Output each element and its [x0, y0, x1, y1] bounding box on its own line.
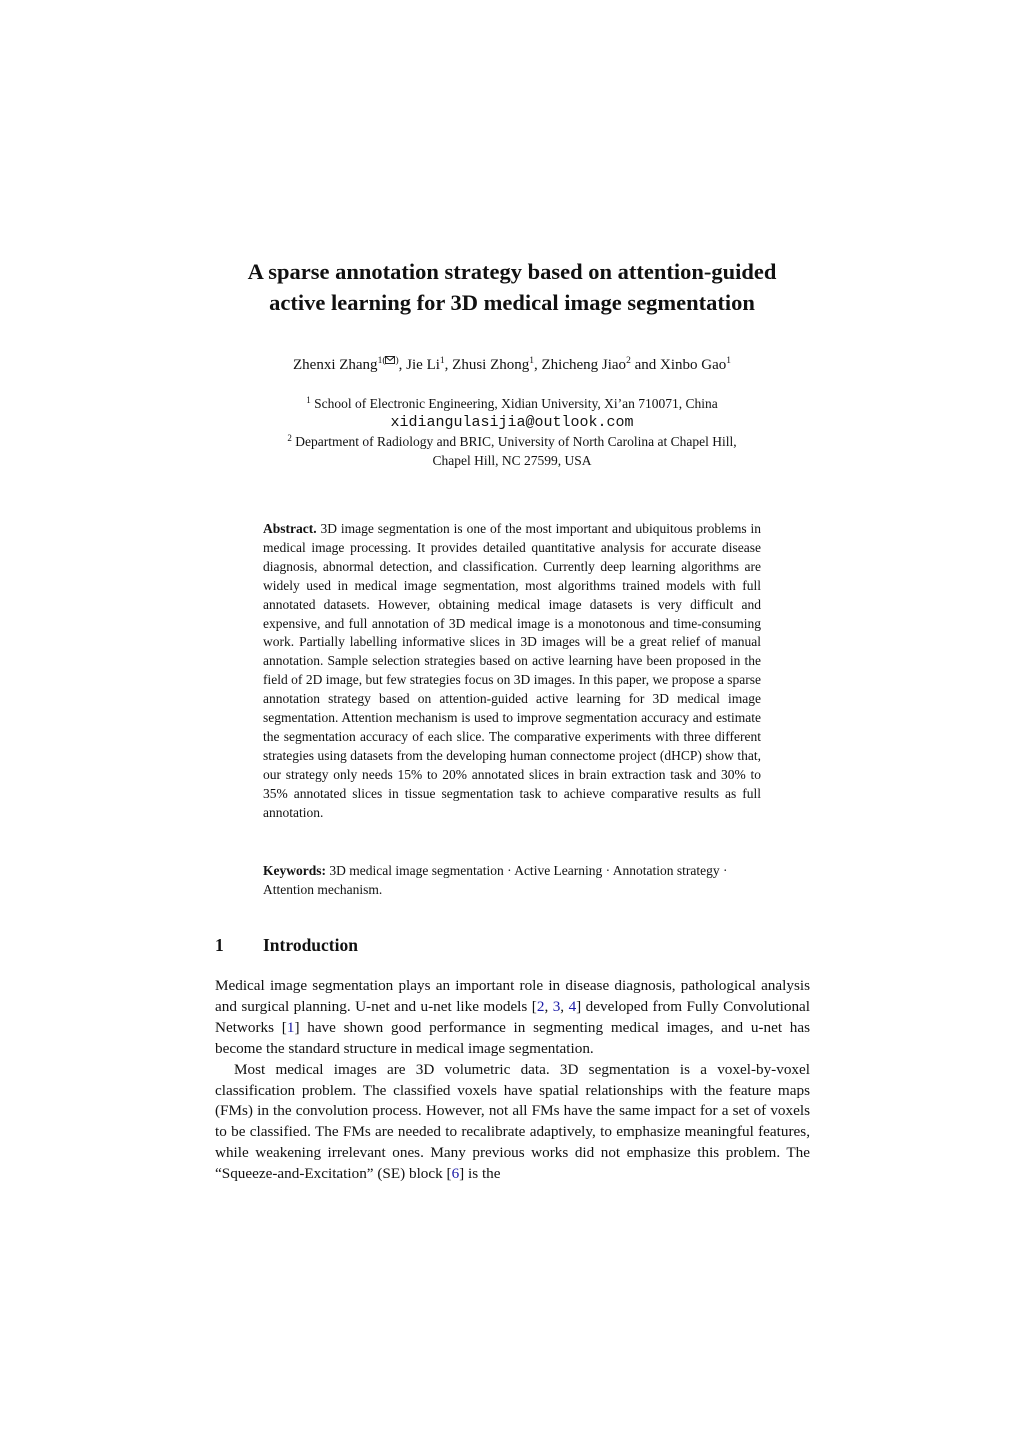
affiliation-2: $^2$ Department of Radiology and BRIC, University of North Carolina at Chapel Hill, [287, 433, 737, 449]
paragraph: Most medical images are 3D volumetric data. 3D segmentation is a voxel-by-voxel classification problem. The classified voxels have spatial relationships with the feature maps (FMs) in the convolution process. However, not all FMs have the same impact for a set of voxels to be classified. The FMs are needed to recalibrate adaptively, to emphasize meaningful features, while weakening irrelevant ones. Many previous works did not emphasize this problem. The “Squeeze-and-Excitation” (SE) block [6] is the [215, 1060, 810, 1183]
introduction-body [215, 976, 810, 1185]
abstract-text: 3D image segmentation is one of the most important and ubiquitous problems in medical image processing. It provides detailed quantitative analysis for accurate disease diagnosis, abnormal detection, and classification. Currently deep learning algorithms are widely used in medical image segmentation, most algorithms trained models with full annotated datasets. However, obtaining medical image datasets is very difficult and expensive, and full annotation of 3D medical image is a monotonous and time-consuming work. Partially labelling informative slices in 3D images will be a great relief of manual annotation. Sample selection strategies based on active learning have been proposed in the field of 2D image, but few strategies focus on 3D images. In this paper, we propose a sparse annotation strategy based on attention-guided active learning for 3D medical image segmentation. Attention mechanism is used to improve segmentation accuracy and estimate the segmentation accuracy of each slice. The comparative experiments with three different strategies using datasets from the developing human connectome project (dHCP) show that, our strategy only needs 15% to 20% annotated slices in brain extraction task and 30% to 35% annotated slices in tissue segmentation task to achieve comparative results as full annotation. [263, 521, 761, 820]
affiliation-1: $^1$ School of Electronic Engineering, Xidian University, Xi’an 710071, China [306, 395, 718, 411]
citation-link[interactable]: 6 [451, 1165, 460, 1183]
author-affiliation-mark: 1( ) [377, 356, 399, 366]
citation-link[interactable]: 4 [568, 997, 577, 1015]
author-affiliation-mark: 1 [726, 356, 731, 366]
author-affiliation-mark: 1 [439, 356, 445, 366]
section-title: Introduction [263, 935, 358, 955]
author-name: Jie Li [406, 357, 440, 373]
abstract-label: Abstract. [263, 521, 317, 536]
paragraph: Medical image segmentation plays an important role in disease diagnosis, pathological analysis and surgical planning. U-net and u-net like models [2, 3, 4] developed from Fully Convolutional Networks [1] have shown good performance in segmenting medical images, and u-net has become the standard structure in medical image segmentation. [215, 977, 811, 1057]
author-name: Xinbo Gao [659, 357, 727, 373]
keywords [263, 861, 761, 899]
affiliation-2-continued: Chapel Hill, NC 27599, USA [432, 453, 592, 468]
author-affiliation-mark: 2 [626, 356, 631, 366]
author-name: Zhenxi Zhang [293, 357, 378, 373]
section-heading-introduction [215, 933, 815, 957]
author-name: Zhusi Zhong [452, 357, 530, 373]
author-name: Zhicheng Jiao [541, 357, 627, 373]
author-affiliation-mark: 1 [529, 356, 534, 366]
author-email[interactable]: xidiangulasijia@outlook.com [390, 414, 634, 431]
citation-link[interactable]: 3 [552, 997, 561, 1015]
abstract [263, 520, 761, 823]
paper-title [150, 256, 874, 318]
citation-link[interactable]: 2 [536, 997, 545, 1015]
title-line-2: active learning for 3D medical image segmentation [269, 290, 755, 315]
citation-link[interactable]: 1 [286, 1018, 295, 1036]
section-number: 1 [215, 935, 224, 955]
author-list: Zhenxi Zhang$^{1( )}$, Jie Li$^1$, Zhusi Zhong$^1$, Zhicheng Jiao$^2$ and Xinbo Gao$^1$ [293, 356, 731, 373]
envelope-icon [385, 356, 395, 364]
keywords-label: Keywords: [263, 863, 326, 878]
keywords-text: 3D medical image segmentation · Active Learning · Annotation strategy · Attention mechanism. [263, 863, 728, 897]
title-line-1: A sparse annotation strategy based on attention-guided [247, 259, 777, 284]
